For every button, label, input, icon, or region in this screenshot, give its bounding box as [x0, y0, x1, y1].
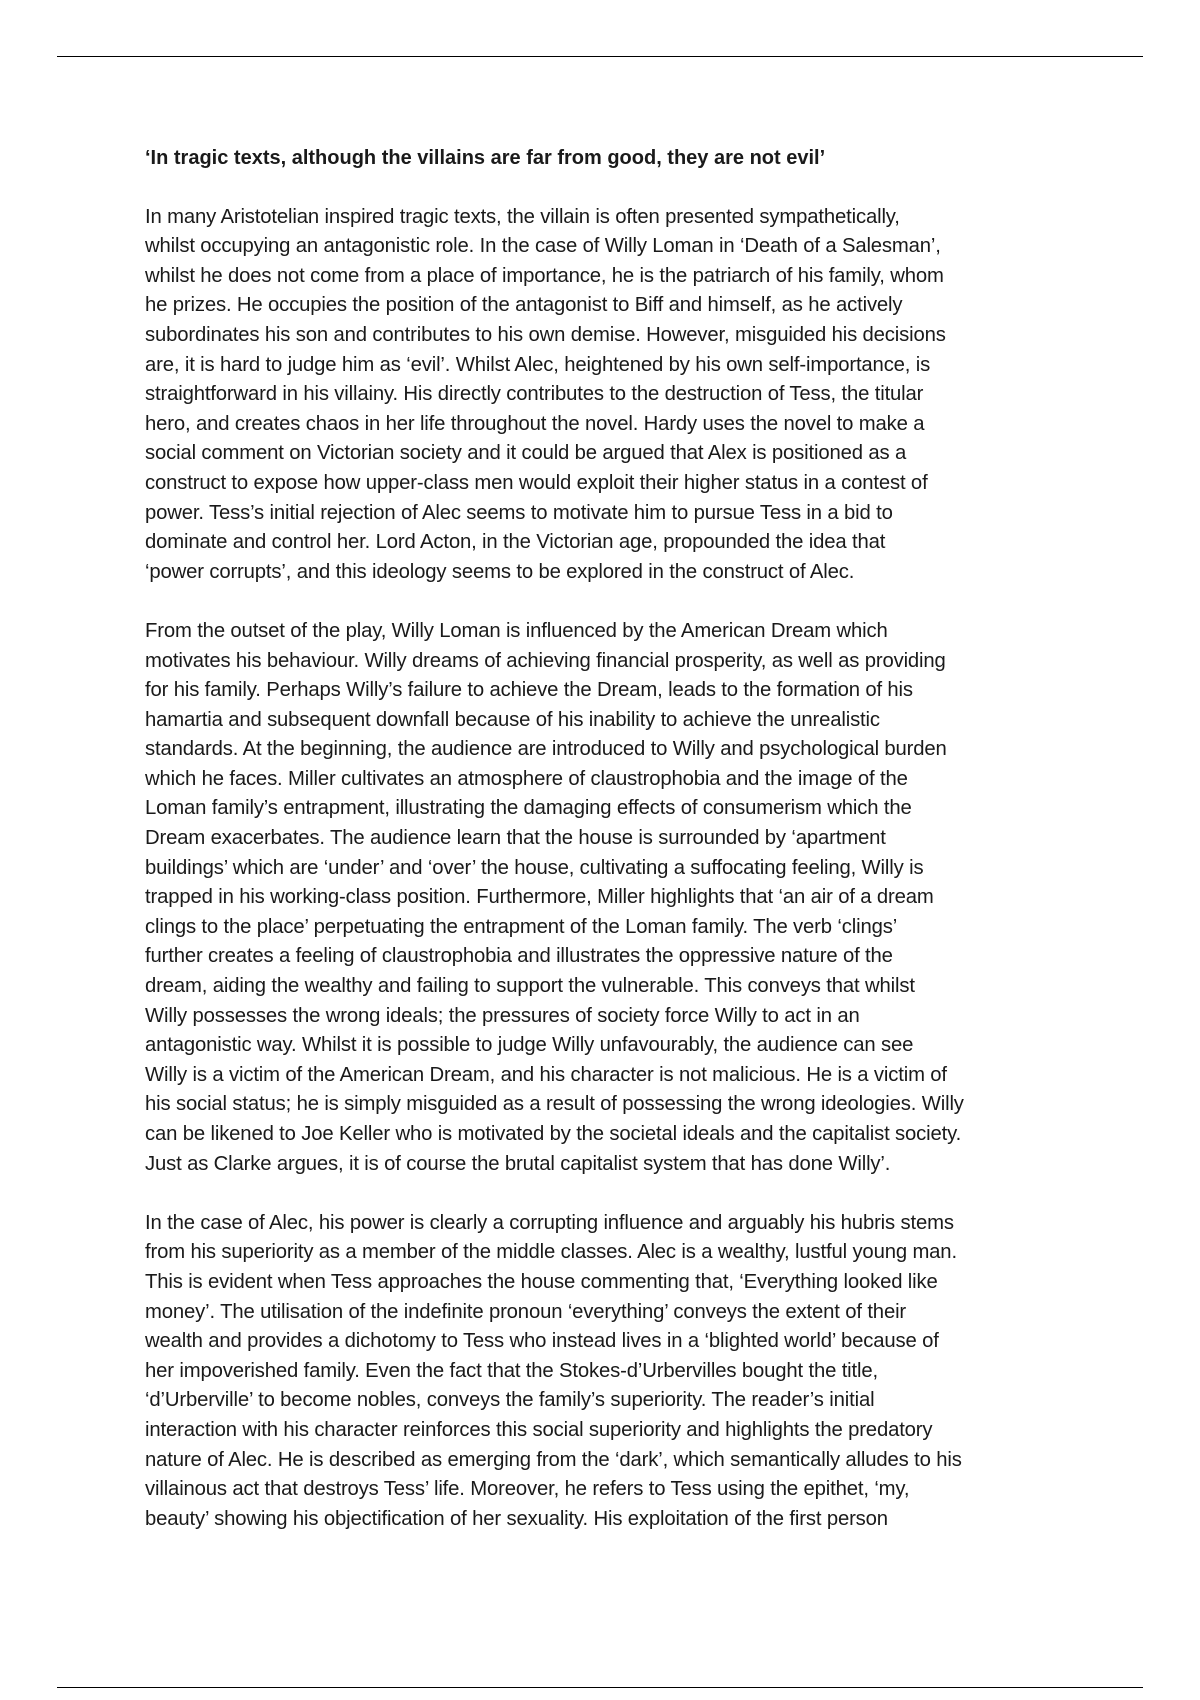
text-line: nature of Alec. He is described as emerging from the ‘dark’, which semantically alludes to his [145, 1448, 962, 1471]
text-line: Willy is a victim of the American Dream, and his character is not malicious. He is a victim of [145, 1063, 947, 1086]
text-line: dominate and control her. Lord Acton, in the Victorian age, propounded the idea that [145, 531, 886, 554]
paragraph [145, 617, 1065, 1179]
text-line: clings to the place’ perpetuating the entrapment of the Loman family. The verb ‘clings’ [145, 915, 898, 938]
text-line: from his superiority as a member of the middle classes. Alec is a wealthy, lustful young man. [145, 1241, 957, 1264]
text-line: he prizes. He occupies the position of the antagonist to Biff and himself, as he actively [145, 294, 903, 317]
text-line: power. Tess’s initial rejection of Alec seems to motivate him to pursue Tess in a bid to [145, 501, 893, 524]
text-line: whilst he does not come from a place of importance, he is the patriarch of his family, whom [145, 264, 944, 287]
text-line: buildings’ which are ‘under’ and ‘over’ the house, cultivating a suffocating feeling, Willy is [145, 856, 924, 879]
text-line: dream, aiding the wealthy and failing to support the vulnerable. This conveys that whilst [145, 975, 915, 998]
text-line: which he faces. Miller cultivates an atmosphere of claustrophobia and the image of the [145, 767, 908, 790]
text-line: social comment on Victorian society and it could be argued that Alex is positioned as a [145, 442, 907, 465]
text-line: In many Aristotelian inspired tragic texts, the villain is often presented sympathetically, [145, 205, 900, 228]
text-line: are, it is hard to judge him as ‘evil’. Whilst Alec, heightened by his own self-importance, is [145, 353, 931, 376]
text-line: Loman family’s entrapment, illustrating the damaging effects of consumerism which the [145, 797, 912, 820]
text-line: money’. The utilisation of the indefinite pronoun ‘everything’ conveys the extent of their [145, 1300, 907, 1323]
paragraph [145, 203, 1065, 588]
text-line: From the outset of the play, Willy Loman is influenced by the American Dream which [145, 619, 888, 642]
text-line: trapped in his working-class position. Furthermore, Miller highlights that ‘an air of a dream [145, 886, 934, 909]
text-line: ‘power corrupts’, and this ideology seems to be explored in the construct of Alec. [145, 560, 855, 583]
essay-title: ‘In tragic texts, although the villains are far from good, they are not evil’ [145, 147, 826, 169]
top-rule [57, 56, 1143, 57]
text-line: ‘d’Urberville’ to become nobles, conveys the family’s superiority. The reader’s initial [145, 1389, 875, 1412]
text-line: further creates a feeling of claustrophobia and illustrates the oppressive nature of the [145, 945, 893, 968]
text-line: subordinates his son and contributes to his own demise. However, misguided his decisions [145, 323, 946, 346]
text-line: antagonistic way. Whilst it is possible to judge Willy unfavourably, the audience can see [145, 1034, 914, 1057]
text-line: her impoverished family. Even the fact that the Stokes-d’Urbervilles bought the title, [145, 1359, 878, 1382]
bottom-rule [57, 1687, 1143, 1688]
text-line: Dream exacerbates. The audience learn that the house is surrounded by ‘apartment [145, 827, 886, 850]
text-line: whilst occupying an antagonistic role. In the case of Willy Loman in ‘Death of a Salesman’, [145, 235, 941, 258]
text-line: motivates his behaviour. Willy dreams of achieving financial prosperity, as well as providing [145, 649, 946, 672]
text-line: his social status; he is simply misguided as a result of possessing the wrong ideologies. Willy [145, 1093, 964, 1116]
text-line: wealth and provides a dichotomy to Tess who instead lives in a ‘blighted world’ because of [145, 1330, 939, 1353]
text-line: for his family. Perhaps Willy’s failure to achieve the Dream, leads to the formation of his [145, 679, 913, 702]
text-line: hero, and creates chaos in her life throughout the novel. Hardy uses the novel to make a [145, 412, 925, 435]
paragraphs [145, 203, 1065, 1535]
text-line: villainous act that destroys Tess’ life. Moreover, he refers to Tess using the epithet, ‘my, [145, 1478, 910, 1501]
paragraph [145, 1209, 1065, 1535]
text-line: straightforward in his villainy. His directly contributes to the destruction of Tess, the titular [145, 383, 924, 406]
text-line: Just as Clarke argues, it is of course the brutal capitalist system that has done Willy’. [145, 1152, 891, 1175]
text-line: hamartia and subsequent downfall because of his inability to achieve the unrealistic [145, 708, 880, 731]
text-line: interaction with his character reinforces this social superiority and highlights the predatory [145, 1418, 933, 1441]
document-body [145, 144, 1065, 1564]
text-line: Willy possesses the wrong ideals; the pressures of society force Willy to act in an [145, 1004, 860, 1027]
text-line: beauty’ showing his objectification of her sexuality. His exploitation of the first person [145, 1507, 888, 1530]
text-line: This is evident when Tess approaches the house commenting that, ‘Everything looked like [145, 1270, 938, 1293]
text-line: construct to expose how upper-class men would exploit their higher status in a contest of [145, 471, 928, 494]
text-line: In the case of Alec, his power is clearly a corrupting influence and arguably his hubris stems [145, 1211, 954, 1234]
text-line: standards. At the beginning, the audience are introduced to Willy and psychological burden [145, 738, 947, 761]
text-line: can be likened to Joe Keller who is motivated by the societal ideals and the capitalist society. [145, 1123, 962, 1145]
